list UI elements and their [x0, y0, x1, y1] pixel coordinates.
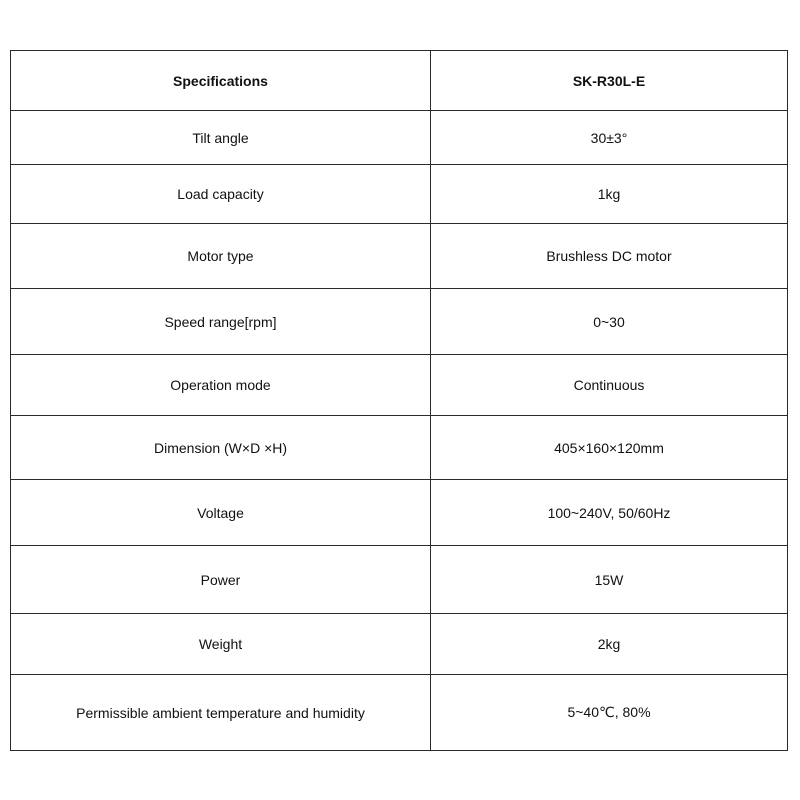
spec-value-power: 15W — [431, 546, 788, 614]
table-row — [11, 614, 788, 675]
spec-value-speed-range: 0~30 — [431, 289, 788, 355]
spec-value-weight: 2kg — [431, 614, 788, 675]
spec-label-voltage: Voltage — [11, 480, 431, 546]
header-model: SK-R30L-E — [431, 51, 788, 111]
spec-value-ambient: 5~40℃, 80% — [431, 675, 788, 751]
spec-label-tilt-angle: Tilt angle — [11, 111, 431, 165]
table-row — [11, 416, 788, 480]
spec-label-dimension: Dimension (W×D ×H) — [11, 416, 431, 480]
spec-label-speed-range: Speed range[rpm] — [11, 289, 431, 355]
spec-label-load-capacity: Load capacity — [11, 165, 431, 224]
table-row — [11, 289, 788, 355]
spec-value-load-capacity: 1kg — [431, 165, 788, 224]
table-row — [11, 480, 788, 546]
spec-value-voltage: 100~240V, 50/60Hz — [431, 480, 788, 546]
table-row — [11, 165, 788, 224]
spec-label-operation-mode: Operation mode — [11, 355, 431, 416]
table-row — [11, 111, 788, 165]
spec-value-motor-type: Brushless DC motor — [431, 224, 788, 289]
table-row — [11, 355, 788, 416]
header-specifications: Specifications — [11, 51, 431, 111]
spec-label-ambient: Permissible ambient temperature and humidity — [11, 675, 431, 751]
spec-value-dimension: 405×160×120mm — [431, 416, 788, 480]
spec-value-tilt-angle: 30±3° — [431, 111, 788, 165]
specifications-table — [10, 50, 788, 751]
table-row — [11, 546, 788, 614]
table-header-row — [11, 51, 788, 111]
spec-value-operation-mode: Continuous — [431, 355, 788, 416]
table-row — [11, 675, 788, 751]
spec-label-power: Power — [11, 546, 431, 614]
table-row — [11, 224, 788, 289]
spec-label-weight: Weight — [11, 614, 431, 675]
spec-label-motor-type: Motor type — [11, 224, 431, 289]
